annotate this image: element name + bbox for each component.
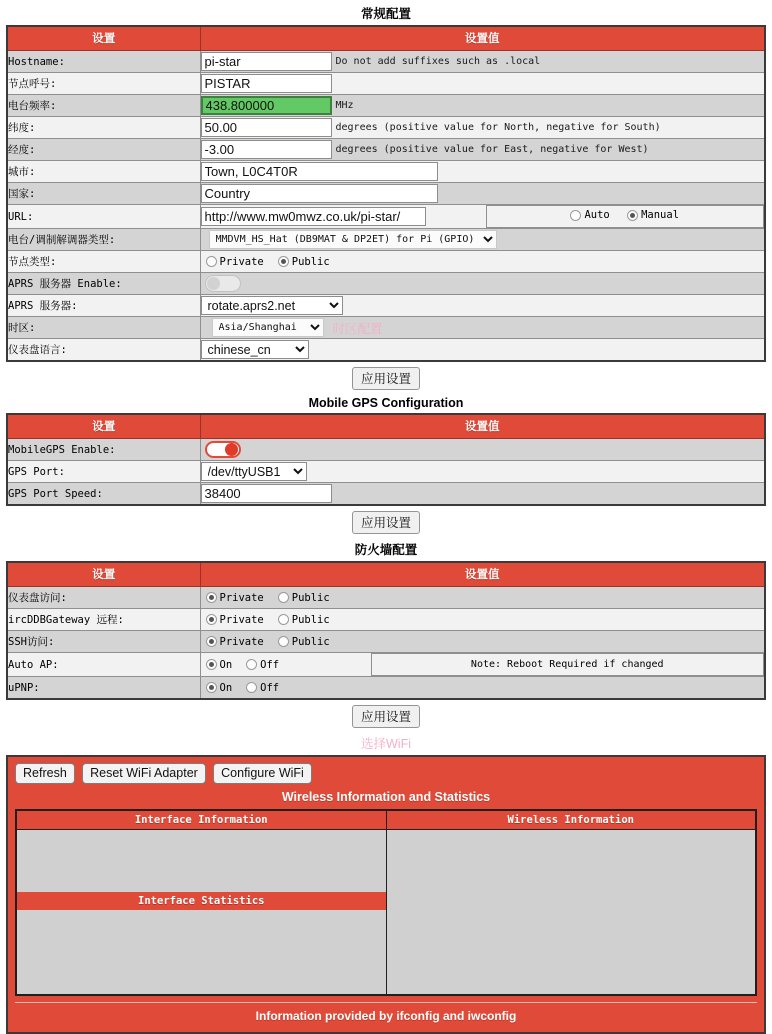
ssh-access-public[interactable] bbox=[278, 636, 330, 648]
node-callsign-input[interactable] bbox=[201, 74, 332, 93]
radio-private-icon[interactable] bbox=[206, 256, 217, 267]
table-header-row bbox=[7, 414, 765, 439]
table-row-country bbox=[7, 183, 765, 205]
radio-manual-icon[interactable] bbox=[627, 210, 638, 221]
aprs-enable-toggle[interactable] bbox=[205, 275, 241, 292]
value-gps-port-speed bbox=[200, 483, 765, 506]
radio-modem-type-select[interactable] bbox=[209, 230, 497, 249]
label-gps-port-speed: GPS Port Speed: bbox=[7, 483, 200, 506]
label-upnp: uPNP: bbox=[7, 677, 200, 700]
hostname-hint: Do not add suffixes such as .local bbox=[335, 56, 541, 67]
longitude-hint: degrees (positive value for East, negative for West) bbox=[335, 144, 649, 155]
value-upnp bbox=[200, 677, 765, 700]
reset-wifi-adapter-button[interactable]: Reset WiFi Adapter bbox=[82, 763, 206, 784]
table-row-aprs-enable bbox=[7, 273, 765, 295]
value-country bbox=[200, 183, 765, 205]
table-row-node-type bbox=[7, 251, 765, 273]
wireless-information-cell bbox=[386, 830, 756, 996]
pi-star-configuration-page bbox=[0, 4, 772, 1034]
table-row-auto-ap bbox=[7, 653, 765, 677]
general-config-title: 常规配置 bbox=[360, 7, 411, 21]
label-url: URL: bbox=[7, 205, 200, 229]
table-row-ircddb-remote bbox=[7, 609, 765, 631]
header-setting: 设置 bbox=[7, 562, 200, 587]
dashboard-access-public-label: Public bbox=[291, 591, 330, 604]
url-input[interactable] bbox=[201, 207, 426, 226]
table-row-town bbox=[7, 161, 765, 183]
table-row-mobilegps-enable bbox=[7, 439, 765, 461]
radio-on-icon[interactable] bbox=[206, 682, 217, 693]
label-radio-frequency: 电台频率: bbox=[7, 95, 200, 117]
label-node-callsign: 节点呼号: bbox=[7, 73, 200, 95]
table-row-latitude bbox=[7, 117, 765, 139]
firewall-apply-button[interactable]: 应用设置 bbox=[352, 705, 420, 728]
url-mode-auto[interactable] bbox=[570, 209, 609, 221]
dashboard-access-public[interactable] bbox=[278, 592, 330, 604]
auto-ap-on[interactable] bbox=[206, 659, 233, 671]
auto-ap-on-label: On bbox=[219, 658, 233, 671]
value-gps-port bbox=[200, 461, 765, 483]
radio-off-icon[interactable] bbox=[246, 659, 257, 670]
value-url bbox=[200, 205, 765, 229]
label-aprs-enable: APRS 服务器 Enable: bbox=[7, 273, 200, 295]
firewall-apply-wrap bbox=[0, 705, 772, 728]
ircddb-remote-private[interactable] bbox=[206, 614, 264, 626]
dashboard-access-private[interactable] bbox=[206, 592, 264, 604]
radio-frequency-input[interactable] bbox=[201, 96, 332, 115]
value-aprs-enable bbox=[200, 273, 765, 295]
dashboard-access-private-label: Private bbox=[219, 591, 264, 604]
header-setting: 设置 bbox=[7, 26, 200, 51]
label-town: 城市: bbox=[7, 161, 200, 183]
dashboard-language-select[interactable] bbox=[201, 340, 309, 359]
header-wireless-information: Wireless Information bbox=[386, 810, 756, 830]
table-row-ssh-access bbox=[7, 631, 765, 653]
aprs-host-select[interactable] bbox=[201, 296, 343, 315]
gps-apply-wrap bbox=[0, 511, 772, 534]
table-row-dashboard-access bbox=[7, 587, 765, 609]
timezone-select[interactable] bbox=[212, 318, 324, 337]
url-mode-manual[interactable] bbox=[627, 209, 679, 221]
mobilegps-enable-toggle[interactable] bbox=[205, 441, 241, 458]
toggle-knob-icon bbox=[225, 443, 238, 456]
value-node-type bbox=[200, 251, 765, 273]
interface-information-content bbox=[17, 830, 386, 892]
label-ircddb-remote: ircDDBGateway 远程: bbox=[7, 609, 200, 631]
wifi-buttons-row bbox=[15, 763, 757, 784]
radio-private-icon[interactable] bbox=[206, 614, 217, 625]
label-hostname: Hostname: bbox=[7, 51, 200, 73]
wireless-table-body-row bbox=[16, 830, 756, 996]
wifi-annotation: 选择WiFi bbox=[361, 737, 411, 751]
table-row-modem bbox=[7, 229, 765, 251]
firewall-config-table bbox=[6, 561, 766, 700]
configure-wifi-button[interactable]: Configure WiFi bbox=[213, 763, 312, 784]
url-mode-auto-label: Auto bbox=[584, 209, 610, 222]
wifi-footer-note: Information provided by ifconfig and iwconfig bbox=[15, 1002, 757, 1025]
ssh-access-public-label: Public bbox=[291, 635, 330, 648]
firewall-config-title: 防火墙配置 bbox=[354, 543, 418, 557]
value-node-callsign bbox=[200, 73, 765, 95]
wireless-info-table bbox=[15, 809, 757, 996]
interface-statistics-header: Interface Statistics bbox=[17, 892, 386, 910]
header-value: 设置值 bbox=[200, 562, 765, 587]
label-country: 国家: bbox=[7, 183, 200, 205]
value-radio-modem-type bbox=[200, 229, 765, 251]
ssh-access-private-label: Private bbox=[219, 635, 264, 648]
node-type-public[interactable] bbox=[278, 256, 330, 268]
wireless-table-header-row bbox=[16, 810, 756, 830]
frequency-unit: MHz bbox=[335, 100, 354, 111]
gps-config-table bbox=[6, 413, 766, 506]
auto-ap-note: Note: Reboot Required if changed bbox=[470, 659, 664, 670]
upnp-on-label: On bbox=[219, 681, 233, 694]
radio-public-icon[interactable] bbox=[278, 256, 289, 267]
radio-off-icon[interactable] bbox=[246, 682, 257, 693]
general-config-table bbox=[6, 25, 766, 362]
auto-ap-off-label: Off bbox=[260, 658, 280, 671]
value-ircddb-remote bbox=[200, 609, 765, 631]
gps-port-select[interactable] bbox=[201, 462, 307, 481]
ssh-access-private[interactable] bbox=[206, 636, 264, 648]
auto-ap-note-cell bbox=[371, 654, 764, 676]
upnp-off[interactable] bbox=[246, 682, 279, 694]
town-input[interactable] bbox=[201, 162, 438, 181]
value-timezone bbox=[200, 317, 765, 339]
table-row-timezone bbox=[7, 317, 765, 339]
toggle-knob-icon bbox=[207, 277, 220, 290]
value-town bbox=[200, 161, 765, 183]
url-mode-manual-label: Manual bbox=[641, 209, 680, 222]
header-value: 设置值 bbox=[200, 414, 765, 439]
longitude-input[interactable] bbox=[201, 140, 332, 159]
upnp-on[interactable] bbox=[206, 682, 233, 694]
url-inner-table bbox=[201, 205, 765, 228]
refresh-button[interactable]: Refresh bbox=[15, 763, 75, 784]
node-type-private-label: Private bbox=[219, 255, 264, 268]
value-longitude bbox=[200, 139, 765, 161]
interface-information-cell bbox=[16, 830, 386, 996]
ircddb-remote-public[interactable] bbox=[278, 614, 330, 626]
value-aprs-host bbox=[200, 295, 765, 317]
wifi-panel bbox=[6, 755, 766, 1034]
url-input-cell bbox=[201, 206, 487, 228]
header-setting: 设置 bbox=[7, 414, 200, 439]
table-row-frequency bbox=[7, 95, 765, 117]
general-apply-button[interactable]: 应用设置 bbox=[352, 367, 420, 390]
radio-auto-icon[interactable] bbox=[570, 210, 581, 221]
label-ssh-access: SSH访问: bbox=[7, 631, 200, 653]
radio-public-icon[interactable] bbox=[278, 636, 289, 647]
label-latitude: 纬度: bbox=[7, 117, 200, 139]
node-type-private[interactable] bbox=[206, 256, 264, 268]
gps-config-title: Mobile GPS Configuration bbox=[308, 396, 464, 410]
interface-statistics-content bbox=[17, 910, 386, 978]
latitude-hint: degrees (positive value for North, negative for South) bbox=[335, 122, 661, 133]
table-row-url bbox=[7, 205, 765, 229]
label-timezone: 时区: bbox=[7, 317, 200, 339]
value-latitude bbox=[200, 117, 765, 139]
label-radio-modem-type: 电台/调制解调器类型: bbox=[7, 229, 200, 251]
table-row-dashboard-language bbox=[7, 339, 765, 362]
auto-ap-options-cell bbox=[201, 654, 372, 676]
table-row-gps-port bbox=[7, 461, 765, 483]
radio-public-icon[interactable] bbox=[278, 614, 289, 625]
table-header-row bbox=[7, 562, 765, 587]
timezone-annotation: 时区配置 bbox=[332, 321, 383, 336]
gps-port-speed-input[interactable] bbox=[201, 484, 332, 503]
table-header-row bbox=[7, 26, 765, 51]
radio-private-icon[interactable] bbox=[206, 636, 217, 647]
value-dashboard-language bbox=[200, 339, 765, 362]
value-auto-ap bbox=[200, 653, 765, 677]
table-row-hostname bbox=[7, 51, 765, 73]
value-radio-frequency bbox=[200, 95, 765, 117]
value-ssh-access bbox=[200, 631, 765, 653]
country-input[interactable] bbox=[201, 184, 438, 203]
ircddb-remote-private-label: Private bbox=[219, 613, 264, 626]
value-dashboard-access bbox=[200, 587, 765, 609]
url-mode-cell bbox=[486, 206, 764, 228]
table-row-upnp bbox=[7, 677, 765, 700]
table-row-gps-port-speed bbox=[7, 483, 765, 506]
label-auto-ap: Auto AP: bbox=[7, 653, 200, 677]
latitude-input[interactable] bbox=[201, 118, 332, 137]
label-node-type: 节点类型: bbox=[7, 251, 200, 273]
ircddb-remote-public-label: Public bbox=[291, 613, 330, 626]
header-interface-information: Interface Information bbox=[16, 810, 386, 830]
auto-ap-off[interactable] bbox=[246, 659, 279, 671]
label-longitude: 经度: bbox=[7, 139, 200, 161]
radio-on-icon[interactable] bbox=[206, 659, 217, 670]
label-gps-port: GPS Port: bbox=[7, 461, 200, 483]
label-mobilegps-enable: MobileGPS Enable: bbox=[7, 439, 200, 461]
hostname-input[interactable] bbox=[201, 52, 332, 71]
label-dashboard-language: 仪表盘语言: bbox=[7, 339, 200, 362]
header-value: 设置值 bbox=[200, 26, 765, 51]
gps-apply-button[interactable]: 应用设置 bbox=[352, 511, 420, 534]
wireless-info-heading: Wireless Information and Statistics bbox=[281, 790, 491, 804]
table-row-aprs-host bbox=[7, 295, 765, 317]
label-dashboard-access: 仪表盘访问: bbox=[7, 587, 200, 609]
upnp-off-label: Off bbox=[260, 681, 280, 694]
radio-private-icon[interactable] bbox=[206, 592, 217, 603]
table-row-longitude bbox=[7, 139, 765, 161]
label-aprs-host: APRS 服务器: bbox=[7, 295, 200, 317]
radio-public-icon[interactable] bbox=[278, 592, 289, 603]
table-row-callsign bbox=[7, 73, 765, 95]
value-hostname bbox=[200, 51, 765, 73]
node-type-public-label: Public bbox=[291, 255, 330, 268]
value-mobilegps-enable bbox=[200, 439, 765, 461]
auto-ap-inner-table bbox=[201, 653, 765, 676]
general-apply-wrap bbox=[0, 367, 772, 390]
